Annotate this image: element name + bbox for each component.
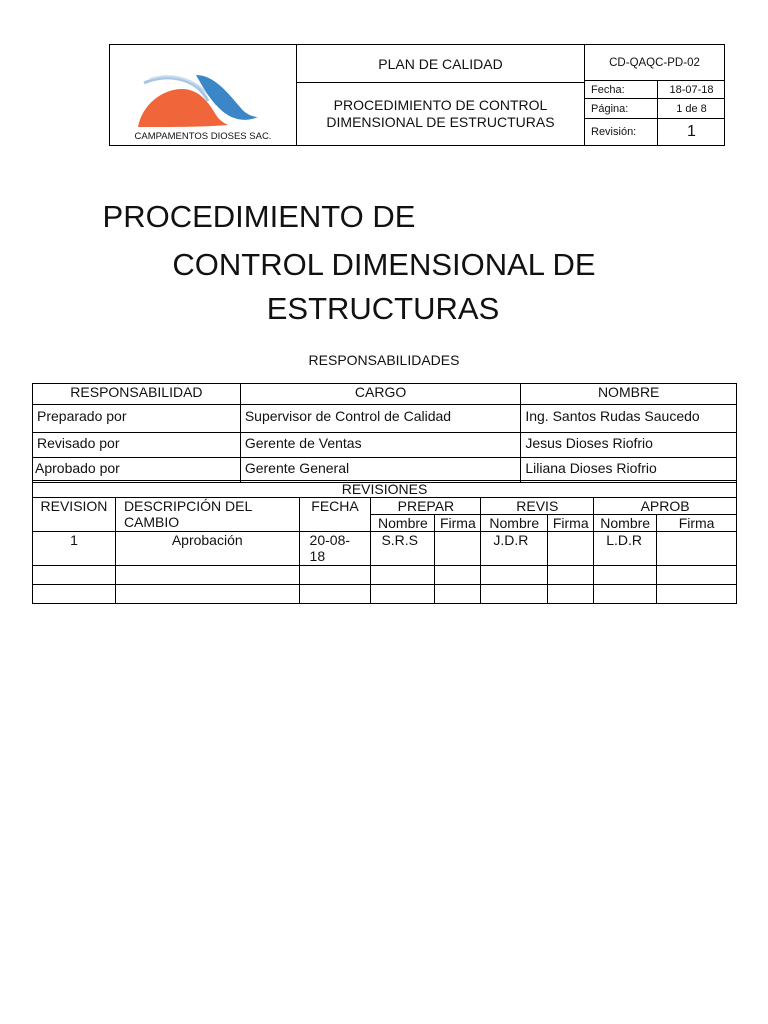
cell-prep-nombre: S.R.S bbox=[371, 532, 435, 566]
cell-cargo: Gerente de Ventas bbox=[240, 433, 521, 458]
logo-cell bbox=[110, 45, 297, 145]
cell-apr-nombre bbox=[594, 585, 657, 604]
cell-prep-firma bbox=[435, 585, 481, 604]
col-header-revision: REVISION bbox=[33, 498, 116, 532]
col-header-responsabilidad: RESPONSABILIDAD bbox=[33, 384, 241, 405]
cell-apr-firma bbox=[657, 585, 737, 604]
table-row bbox=[33, 566, 737, 585]
cell-rev-firma bbox=[548, 566, 594, 585]
cell-rev-nombre: J.D.R bbox=[481, 532, 548, 566]
col-header-rev-firma: Firma bbox=[548, 515, 594, 532]
col-header-aprob: APROB bbox=[594, 498, 737, 515]
cell-apr-firma bbox=[657, 532, 737, 566]
col-header-apr-firma: Firma bbox=[657, 515, 737, 532]
col-header-fecha: FECHA bbox=[299, 498, 371, 532]
col-header-prep-firma: Firma bbox=[435, 515, 481, 532]
cell-responsabilidad: Revisado por bbox=[33, 433, 241, 458]
col-header-prep-nombre: Nombre bbox=[371, 515, 435, 532]
cell-apr-nombre bbox=[594, 566, 657, 585]
col-header-prepar: PREPAR bbox=[371, 498, 481, 515]
col-header-descripcion-line2: CAMBIO bbox=[123, 514, 180, 530]
table-row bbox=[33, 405, 737, 433]
document-header bbox=[109, 44, 725, 146]
cell-prep-nombre bbox=[371, 585, 435, 604]
cell-fecha-line2: 18 bbox=[309, 548, 326, 564]
revisiones-heading: REVISIONES bbox=[33, 481, 737, 498]
pagina-row bbox=[585, 99, 724, 119]
cell-revision: 1 bbox=[33, 532, 116, 566]
table-row bbox=[33, 532, 737, 566]
col-header-revis: REVIS bbox=[481, 498, 594, 515]
cell-prep-nombre bbox=[371, 566, 435, 585]
col-header-descripcion-line1: DESCRIPCIÓN DEL bbox=[123, 498, 253, 514]
quality-plan-title: PLAN DE CALIDAD bbox=[297, 45, 585, 83]
responsibilities-table bbox=[32, 383, 737, 483]
revisions-header-row bbox=[33, 498, 737, 515]
cell-apr-firma bbox=[657, 566, 737, 585]
cell-revision bbox=[33, 566, 116, 585]
cell-rev-firma bbox=[548, 532, 594, 566]
col-header-apr-nombre: Nombre bbox=[594, 515, 657, 532]
revision-row bbox=[585, 119, 724, 145]
fecha-row bbox=[585, 81, 724, 99]
cell-nombre: Jesus Dioses Riofrio bbox=[521, 433, 737, 458]
cell-responsabilidad: Aprobado por bbox=[33, 458, 241, 483]
revision-label: Revisión: bbox=[591, 126, 637, 138]
cell-cargo: Supervisor de Control de Calidad bbox=[240, 405, 521, 433]
col-header-descripcion bbox=[115, 498, 299, 532]
cell-rev-nombre bbox=[481, 585, 548, 604]
revisions-table bbox=[32, 480, 737, 604]
cell-fecha bbox=[299, 585, 371, 604]
fecha-value: 18-07-18 bbox=[657, 81, 725, 98]
responsabilidades-heading: RESPONSABILIDADES bbox=[308, 352, 460, 368]
table-header-row bbox=[33, 384, 737, 405]
table-row bbox=[33, 433, 737, 458]
doc-title-line3: ESTRUCTURAS bbox=[266, 291, 500, 326]
cell-cargo: Gerente General bbox=[240, 458, 521, 483]
revisions-title-row bbox=[33, 481, 737, 498]
cell-fecha bbox=[299, 566, 371, 585]
cell-fecha bbox=[299, 532, 371, 566]
cell-descripcion bbox=[115, 585, 299, 604]
cell-rev-nombre bbox=[481, 566, 548, 585]
procedure-title-line1: PROCEDIMIENTO DE CONTROL bbox=[333, 97, 548, 113]
cell-descripcion: Aprobación bbox=[115, 532, 299, 566]
cell-nombre: Liliana Dioses Riofrio bbox=[521, 458, 737, 483]
pagina-label: Página: bbox=[591, 102, 629, 115]
col-header-cargo: CARGO bbox=[240, 384, 521, 405]
procedure-title-line2: DIMENSIONAL DE ESTRUCTURAS bbox=[326, 114, 555, 130]
company-name: CAMPAMENTOS DIOSES SAC. bbox=[134, 131, 272, 142]
cell-nombre: Ing. Santos Rudas Saucedo bbox=[521, 405, 737, 433]
cell-revision bbox=[33, 585, 116, 604]
cell-apr-nombre: L.D.R bbox=[594, 532, 657, 566]
pagina-value: 1 de 8 bbox=[657, 99, 725, 118]
fecha-label: Fecha: bbox=[591, 83, 625, 96]
col-header-nombre: NOMBRE bbox=[521, 384, 737, 405]
table-row bbox=[33, 585, 737, 604]
procedure-title-cell bbox=[297, 83, 585, 145]
cell-responsabilidad: Preparado por bbox=[33, 405, 241, 433]
cell-fecha-line1: 20-08- bbox=[309, 532, 351, 548]
doc-title-line1: PROCEDIMIENTO DE bbox=[102, 199, 416, 234]
cell-descripcion bbox=[115, 566, 299, 585]
cell-prep-firma bbox=[435, 566, 481, 585]
cell-rev-firma bbox=[548, 585, 594, 604]
company-logo-icon bbox=[136, 71, 260, 129]
revision-value: 1 bbox=[657, 119, 725, 145]
table-row bbox=[33, 458, 737, 483]
col-header-rev-nombre: Nombre bbox=[481, 515, 548, 532]
doc-title-line2: CONTROL DIMENSIONAL DE bbox=[172, 247, 596, 282]
cell-prep-firma bbox=[435, 532, 481, 566]
document-code: CD-QAQC-PD-02 bbox=[585, 45, 724, 81]
